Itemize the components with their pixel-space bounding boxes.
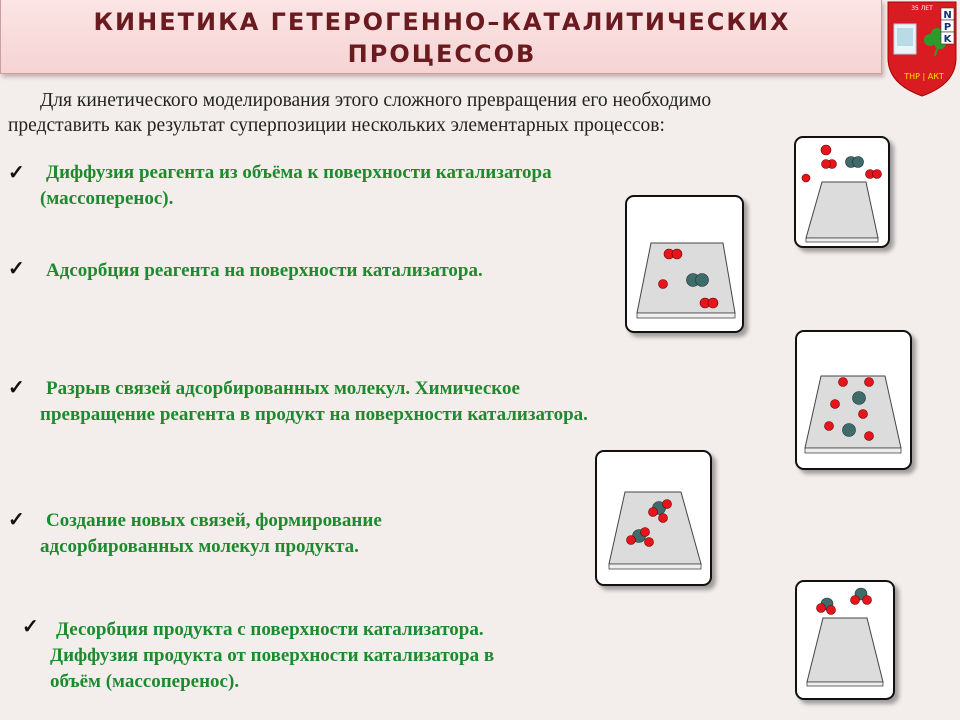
item-line: превращение реагента в продукт на поверхности катализатора. [40,404,588,425]
logo-letter-k: K [943,34,952,45]
checkmark-icon: ✓ [8,258,25,280]
diagram-bond-formation [595,450,712,586]
page-title [1,6,883,70]
title-bar [0,0,882,74]
logo-shield [884,0,960,98]
item-line: (массоперенос). [40,188,174,209]
item-line: Адсорбция реагента на поверхности катализатора. [46,260,483,281]
checkmark-icon: ✓ [22,616,39,638]
logo-letter-p: P [943,22,952,33]
list-item-diffusion [40,160,552,212]
item-line: Десорбция продукта с поверхности катализатора. [56,619,484,640]
diagram-diffusion [794,136,890,248]
diagram-reaction [795,330,912,470]
logo-top-text: 35 ЛЕТ [911,5,933,12]
title-line-2: ПРОЦЕССОВ [347,40,537,68]
list-item-bond-formation [40,508,382,560]
intro-line-2: представить как результат суперпозиции нескольких элементарных процессов: [8,115,665,136]
title-line-1: КИНЕТИКА ГЕТЕРОГЕННО–КАТАЛИТИЧЕСКИХ [93,8,791,36]
checkmark-icon: ✓ [8,509,25,531]
item-line: объём (массоперенос). [50,671,240,692]
checkmark-icon: ✓ [8,377,25,399]
item-line: Диффузия реагента из объёма к поверхности катализатора [46,162,552,183]
item-line: Создание новых связей, формирование [46,510,382,531]
logo-bottom-text: ТНР | АКТ [904,72,944,81]
item-line: адсорбированных молекул продукта. [40,536,359,557]
logo-letter-n: N [943,10,952,21]
intro-line-1: Для кинетического моделирования этого сложного превращения его необходимо [40,90,712,111]
list-item-adsorption [40,258,483,284]
checkmark-icon: ✓ [8,162,25,184]
item-line: Диффузия продукта от поверхности катализатора в [50,645,495,666]
item-line: Разрыв связей адсорбированных молекул. Химическое [46,378,520,399]
diagram-adsorption [625,195,744,333]
list-item-reaction [40,376,588,428]
diagram-desorption [795,580,895,700]
intro-paragraph [8,88,888,138]
list-item-desorption [50,617,494,695]
